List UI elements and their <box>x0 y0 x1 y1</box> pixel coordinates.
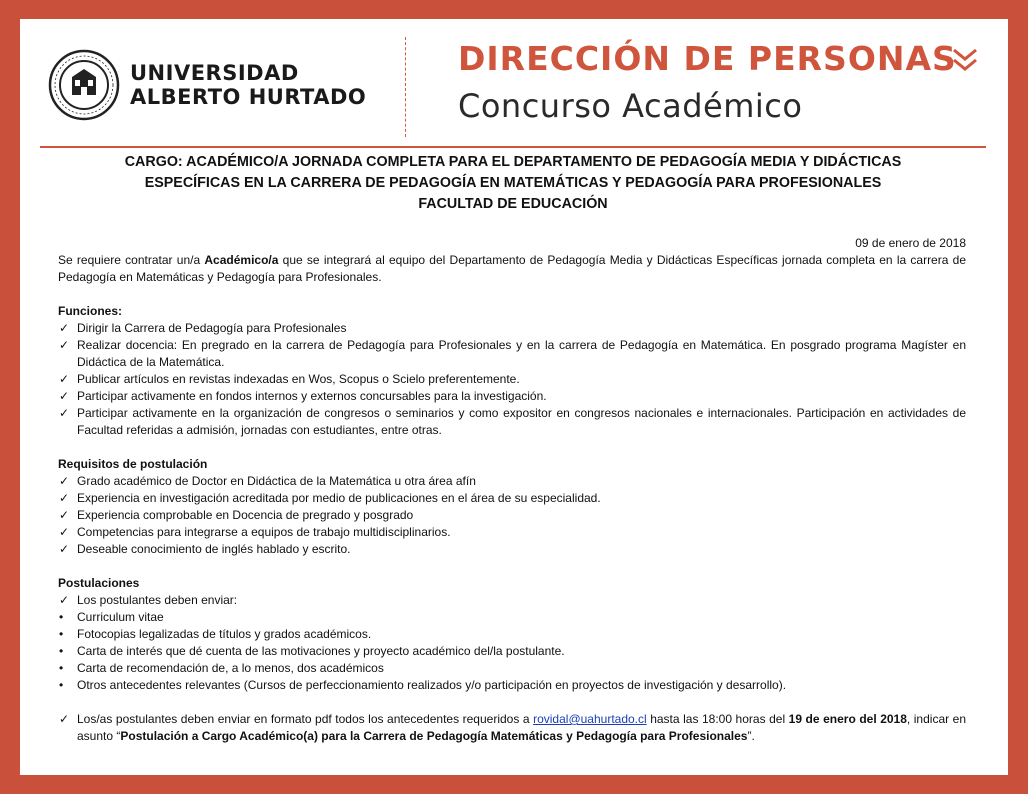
list-item <box>58 660 966 677</box>
postulaciones-list <box>58 592 966 694</box>
postulaciones-title: Postulaciones <box>58 576 140 590</box>
check-icon: ✓ <box>59 389 70 403</box>
check-icon: ✓ <box>59 508 70 522</box>
double-chevron-down-icon <box>950 45 980 75</box>
list-item-text: Carta de recomendación de, a lo menos, dos académicos <box>77 661 384 675</box>
list-item <box>58 541 966 558</box>
cargo-line: CARGO: ACADÉMICO/A JORNADA COMPLETA PARA EL DEPARTAMENTO DE PEDAGOGÍA MEDIA Y DIDÁCTICAS <box>124 154 902 170</box>
intro-text-rest: que se integrará al equipo del Departamento de Pedagogía Media y Didácticas Específicas jornada completa en la carrera de Pedagogía en Matemáticas y Pedagogía para Profesionales. <box>58 253 966 284</box>
university-name <box>130 61 366 109</box>
list-item <box>58 405 966 439</box>
cargo-heading <box>40 152 986 215</box>
document-body <box>58 235 966 745</box>
bullet-icon: • <box>59 610 64 624</box>
list-item-text: Experiencia en investigación acreditada por medio de publicaciones en el área de su especialidad. <box>77 491 601 505</box>
list-item-text: Realizar docencia: En pregrado en la carrera de Pedagogía para Profesionales y en la carrera de Pedagogía en Matemática. En posgrado programa Magíster en Didáctica de la Matemática. <box>77 338 966 369</box>
bullet-icon: • <box>59 661 64 675</box>
list-item <box>58 677 966 694</box>
bullet-icon: • <box>59 644 64 658</box>
intro-text: Se requiere contratar un/a <box>58 253 205 267</box>
check-icon: ✓ <box>59 491 70 505</box>
list-item-text: Grado académico de Doctor en Didáctica de la Matemática u otra área afín <box>77 474 476 488</box>
spacer <box>58 694 966 711</box>
announcement-card <box>20 19 1008 775</box>
check-icon: ✓ <box>59 593 70 607</box>
bullet-icon: • <box>59 627 64 641</box>
university-seal-icon <box>48 49 120 121</box>
check-icon: ✓ <box>59 542 70 556</box>
bullet-icon: • <box>59 678 64 692</box>
funciones-list <box>58 320 966 439</box>
list-item <box>58 371 966 388</box>
list-item-text: Experiencia comprobable en Docencia de pregrado y posgrado <box>77 508 414 522</box>
requisitos-title: Requisitos de postulación <box>58 457 208 471</box>
list-item-text: Curriculum vitae <box>77 610 164 624</box>
list-item-text: Fotocopias legalizadas de títulos y grados académicos. <box>77 627 372 641</box>
check-icon: ✓ <box>59 406 70 420</box>
list-item <box>58 609 966 626</box>
list-item-text: Participar activamente en la organización de congresos o seminarios y como expositor en congresos nacionales e internacionales. Participación en actividades de Facultad referidas a admisión, jornadas con estudiantes, entre otras. <box>77 406 966 437</box>
email-link[interactable]: rovidal@uahurtado.cl <box>533 712 647 726</box>
list-item <box>58 592 966 609</box>
final-text: hasta las 18:00 horas del <box>646 712 789 726</box>
list-item <box>58 643 966 660</box>
check-icon: ✓ <box>59 474 70 488</box>
page-subtitle: Concurso Académico <box>458 87 803 125</box>
intro-paragraph <box>58 252 966 286</box>
list-item-text: Carta de interés que dé cuenta de las motivaciones y proyecto académico del/la postulante. <box>77 644 565 658</box>
list-item-text: Los postulantes deben enviar: <box>77 593 238 607</box>
page-title: DIRECCIÓN DE PERSONAS <box>458 39 957 78</box>
list-item-text: Dirigir la Carrera de Pedagogía para Profesionales <box>77 321 347 335</box>
email-subject: Postulación a Cargo Académico(a) para la Carrera de Pedagogía Matemáticas y Pedagogía para Profesionales <box>120 729 748 743</box>
check-icon: ✓ <box>59 525 70 539</box>
final-text: Los/as postulantes deben enviar en formato pdf todos los antecedentes requeridos a <box>77 712 534 726</box>
requisitos-list <box>58 473 966 558</box>
list-item <box>58 337 966 371</box>
university-name-line2: ALBERTO HURTADO <box>130 85 367 109</box>
cargo-line: FACULTAD DE EDUCACIÓN <box>418 196 608 212</box>
check-icon: ✓ <box>59 338 70 352</box>
list-item-text: Competencias para integrarse a equipos de trabajo multidisciplinarios. <box>77 525 451 539</box>
check-icon: ✓ <box>59 372 70 386</box>
publication-date: 09 de enero de 2018 <box>855 236 966 250</box>
check-icon: ✓ <box>59 712 70 726</box>
list-item <box>58 320 966 337</box>
final-text: , indicar en asunto “ <box>77 712 966 743</box>
list-item-text: Otros antecedentes relevantes (Cursos de perfeccionamiento realizados y/o participación en proyectos de investigación y desarrollo). <box>77 678 787 692</box>
header-rule <box>40 146 986 148</box>
list-item <box>58 388 966 405</box>
list-item-text: Publicar artículos en revistas indexadas en Wos, Scopus o Scielo preferentemente. <box>77 372 520 386</box>
list-item-text: Deseable conocimiento de inglés hablado y escrito. <box>77 542 351 556</box>
header-divider <box>405 37 406 137</box>
funciones-title: Funciones: <box>58 304 123 318</box>
list-item <box>58 524 966 541</box>
check-icon: ✓ <box>59 321 70 335</box>
university-name-line1: UNIVERSIDAD <box>130 61 299 85</box>
list-item <box>58 473 966 490</box>
university-logo <box>48 49 367 129</box>
list-item <box>58 711 966 745</box>
list-item <box>58 626 966 643</box>
final-text: ”. <box>747 729 755 743</box>
list-item-text: Participar activamente en fondos internos y externos concursables para la investigación. <box>77 389 547 403</box>
final-instructions <box>58 711 966 745</box>
list-item <box>58 507 966 524</box>
deadline-date: 19 de enero del 2018 <box>788 712 907 726</box>
intro-role: Académico/a <box>204 253 279 267</box>
list-item <box>58 490 966 507</box>
cargo-line: ESPECÍFICAS EN LA CARRERA DE PEDAGOGÍA EN MATEMÁTICAS Y PEDAGOGÍA PARA PROFESIONALES <box>144 175 882 191</box>
